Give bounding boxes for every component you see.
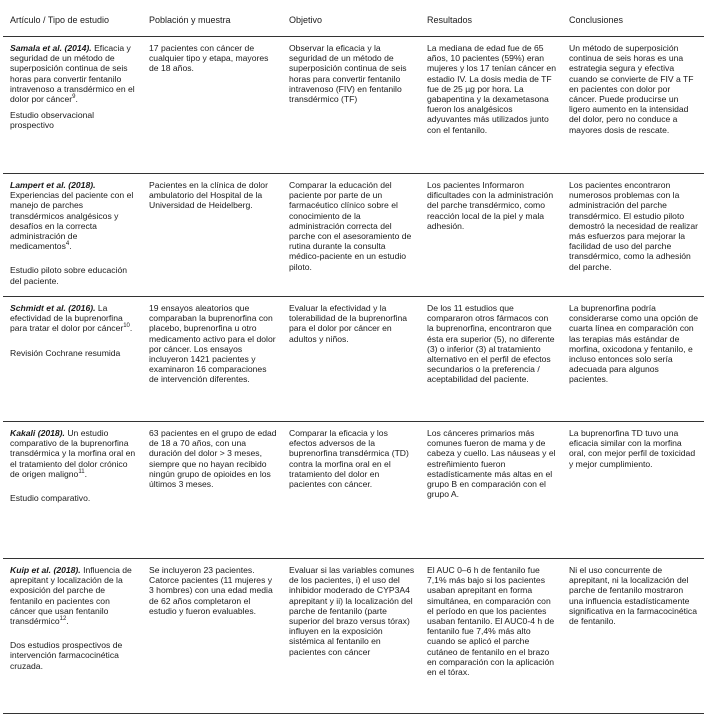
study-type: Estudio piloto sobre educación del paciente. xyxy=(10,265,128,286)
table-row xyxy=(3,297,704,422)
results-cell: Los pacientes Informaron dificultades con la administración del parche transdérmico, como reacción local de la piel y mala adhesión. xyxy=(420,174,562,297)
conclusions-cell: Ni el uso concurrente de aprepitant, ni la localización del parche de fentanilo mostraron una influencia estadísticamente significativa en la farmacocinética de fentanilo. xyxy=(562,559,704,714)
table-row xyxy=(3,422,704,559)
article-cell: Schmidt et al. (2016). La efectividad de la buprenorfina para tratar el dolor por cáncer$^{10}$. Revisión Cochrane resumida xyxy=(3,297,142,422)
header-results: Resultados xyxy=(420,4,562,37)
article-title: Experiencias del paciente con el manejo de parches transdérmicos analgésicos y desafíos en la correcta administración de medicamentos xyxy=(10,190,134,252)
objective-cell: Comparar la educación del paciente por parte de un farmacéutico clínico sobre el conocimiento de la administración correcta del parche con el asesoramiento de rutina durante la consulta médico-paciente en un estudio piloto. xyxy=(282,174,420,297)
conclusions-cell: Un método de superposición continua de seis horas es una estrategia segura y efectiva cuando se convierte de FIV a TF en pacientes con dolor por cáncer. Puede producirse un ligero aumento en la intensidad del dolor, pero no conduce a mayores dosis de rescate. xyxy=(562,37,704,174)
results-part-2: El AUC0-4 h de fentanilo fue 7,4% más alto cuando se aplicó el parche cutáneo de fentanilo en el brazo en comparación con la aplicación en el tórax. xyxy=(427,616,555,678)
study-type: Estudio comparativo. xyxy=(10,493,91,504)
reference-number: 9 xyxy=(72,94,76,101)
reference-number: 11 xyxy=(78,468,85,475)
article-title: Eficacia y seguridad de un método de superposición continua de seis horas para convertir fentanilo intravenoso a transdérmico en el dolor por cáncer xyxy=(10,43,135,105)
article-title: Influencia de aprepitant y localización de la exposición del parche de fentanilo en pacientes con cáncer que usan fentanilo transdérmico xyxy=(10,565,132,627)
population-cell: 17 pacientes con cáncer de cualquier tipo y etapa, mayores de 18 años. xyxy=(142,37,282,174)
results-cell: Los cánceres primarios más comunes fueron de mama y de cabeza y cuello. Las náuseas y el estreñimiento fueron estadísticamente más altas en el grupo B en comparación con el grupo A. xyxy=(420,422,562,559)
article-title: La efectividad de la buprenorfina para tratar el dolor por cáncer xyxy=(10,303,124,334)
results-cell: De los 11 estudios que compararon otros fármacos con la buprenorfina, encontraron que ésta era superior (5), no diferente (3) o inferior (3) al tratamiento alternativo en el perfil de efectos secundarios o la preferencia / aceptabilidad del paciente. xyxy=(420,297,562,422)
article-cell: Lampert et al. (2018). Experiencias del paciente con el manejo de parches transdérmicos analgésicos y desafíos en la correcta administración de medicamentos$^4$. Estudio piloto sobre educación del paciente. xyxy=(3,174,142,297)
header-article: Artículo / Tipo de estudio xyxy=(3,4,142,37)
objective-cell: Comparar la eficacia y los efectos adversos de la buprenorfina transdérmica (TD) contra la morfina oral en el tratamiento del dolor en pacientes con cáncer. xyxy=(282,422,420,559)
article-cell: Samala et al. (2014). Eficacia y seguridad de un método de superposición continua de seis horas para convertir fentanilo intravenoso a transdérmico en el dolor por cáncer$^9$. Estudio observacional prospectivo xyxy=(3,37,142,174)
reference-number: 10 xyxy=(123,323,130,330)
reference-number: 12 xyxy=(59,616,67,623)
study-type: Dos estudios prospectivos de intervención farmacocinética cruzada. xyxy=(10,640,123,671)
results-cell: La mediana de edad fue de 65 años, 10 pacientes (59%) eran mujeres y los 17 tenían cáncer en estadio IV. La dosis media de TF fue de 25 µg por hora. La gabapentina y la dexametasona fueron los analgésicos adyuvantes más utilizados junto con el fentanilo. xyxy=(420,37,562,174)
conclusions-cell: La buprenorfina TD tuvo una eficacia similar con la morfina oral, con mejor perfil de toxicidad y mejor cumplimiento. xyxy=(562,422,704,559)
header-population: Población y muestra xyxy=(142,4,282,37)
table-row xyxy=(3,559,704,714)
table-row xyxy=(3,174,704,297)
reference-number: 4 xyxy=(65,241,70,248)
conclusions-cell: Los pacientes encontraron numerosos problemas con la administración del parche transdérmico. El estudio piloto demostró la necesidad de realizar más esfuerzos para mejorar la facilidad de uso del parche transdérmico, como la adhesión del parche. xyxy=(562,174,704,297)
study-type: Revisión Cochrane resumida xyxy=(10,347,121,358)
article-cell: Kuip et al. (2018). Influencia de aprepitant y localización de la exposición del parche de fentanilo en pacientes con cáncer que usan fentanilo transdérmico$^{12}$. Dos estudios prospectivos de intervención farmacocinética cruzada. xyxy=(3,559,142,714)
article-author: Schmidt et al. (2016). xyxy=(10,303,96,313)
study-type: Estudio observacional prospectivo xyxy=(10,110,95,131)
header-row xyxy=(3,4,704,37)
article-author: Lampert et al. (2018). xyxy=(10,180,96,190)
article-cell: Kakali (2018). Un estudio comparativo de la buprenorfina transdérmica y la morfina oral en el tratamiento del dolor crónico de origen maligno$^{11}$. Estudio comparativo. xyxy=(3,422,142,559)
article-title: Un estudio comparativo de la buprenorfina transdérmica y la morfina oral en el tratamiento del dolor crónico de origen maligno xyxy=(10,428,136,479)
article-author: Samala et al. (2014). xyxy=(10,43,92,53)
conclusions-cell: La buprenorfina podría considerarse como una opción de cuarta línea en comparación con las terapias más estándar de morfina, oxicodona y fentanilo, e incluso entonces solo sería adecuada para algunos pacientes. xyxy=(562,297,704,422)
population-cell: 19 ensayos aleatorios que comparaban la buprenorfina con placebo, buprenorfina u otro medicamento activo para el dolor por cáncer. Los ensayos incluyeron 1421 pacientes y examinaron 16 comparaciones de intervención diferentes. xyxy=(142,297,282,422)
population-cell: 63 pacientes en el grupo de edad de 18 a 70 años, con una duración del dolor > 3 meses, siempre que no hayan recibido ningún grupo de opioides en los últimos 3 meses. xyxy=(142,422,282,559)
literature-review-table xyxy=(3,4,704,714)
results-cell xyxy=(420,559,562,714)
objective-cell: Evaluar si las variables comunes de los pacientes, i) el uso del inhibidor moderado de CYP3A4 aprepitant y ii) la localización del parche de fentanilo (parte superior del brazo versus tórax) influyen en la exposición sistémica al fentanilo en pacientes con cáncer xyxy=(282,559,420,714)
objective-cell: Evaluar la efectividad y la tolerabilidad de la buprenorfina para el dolor por cáncer en adultos y niños. xyxy=(282,297,420,422)
population-cell: Se incluyeron 23 pacientes. Catorce pacientes (11 mujeres y 3 hombres) con una edad media de 62 años completaron el estudio y fueron evaluables. xyxy=(142,559,282,714)
article-author: Kakali (2018). xyxy=(10,428,65,438)
header-conclusions: Conclusiones xyxy=(562,4,704,37)
results-part-1: El AUC 0–6 h de fentanilo fue 7,1% más bajo si los pacientes usaban aprepitant en forma simultánea, en comparación con el período en que los pacientes usaban fentanilo. xyxy=(427,565,551,627)
objective-cell: Observar la eficacia y la seguridad de un método de superposición continua de seis horas para convertir fentanilo intravenoso (FIV) en fentanilo transdérmico (TF) xyxy=(282,37,420,174)
article-author: Kuip et al. (2018). xyxy=(10,565,81,575)
population-cell: Pacientes en la clínica de dolor ambulatorio del Hospital de la Universidad de Heidelberg. xyxy=(142,174,282,297)
header-objective: Objetivo xyxy=(282,4,420,37)
table-row xyxy=(3,37,704,174)
table-header xyxy=(3,4,704,37)
